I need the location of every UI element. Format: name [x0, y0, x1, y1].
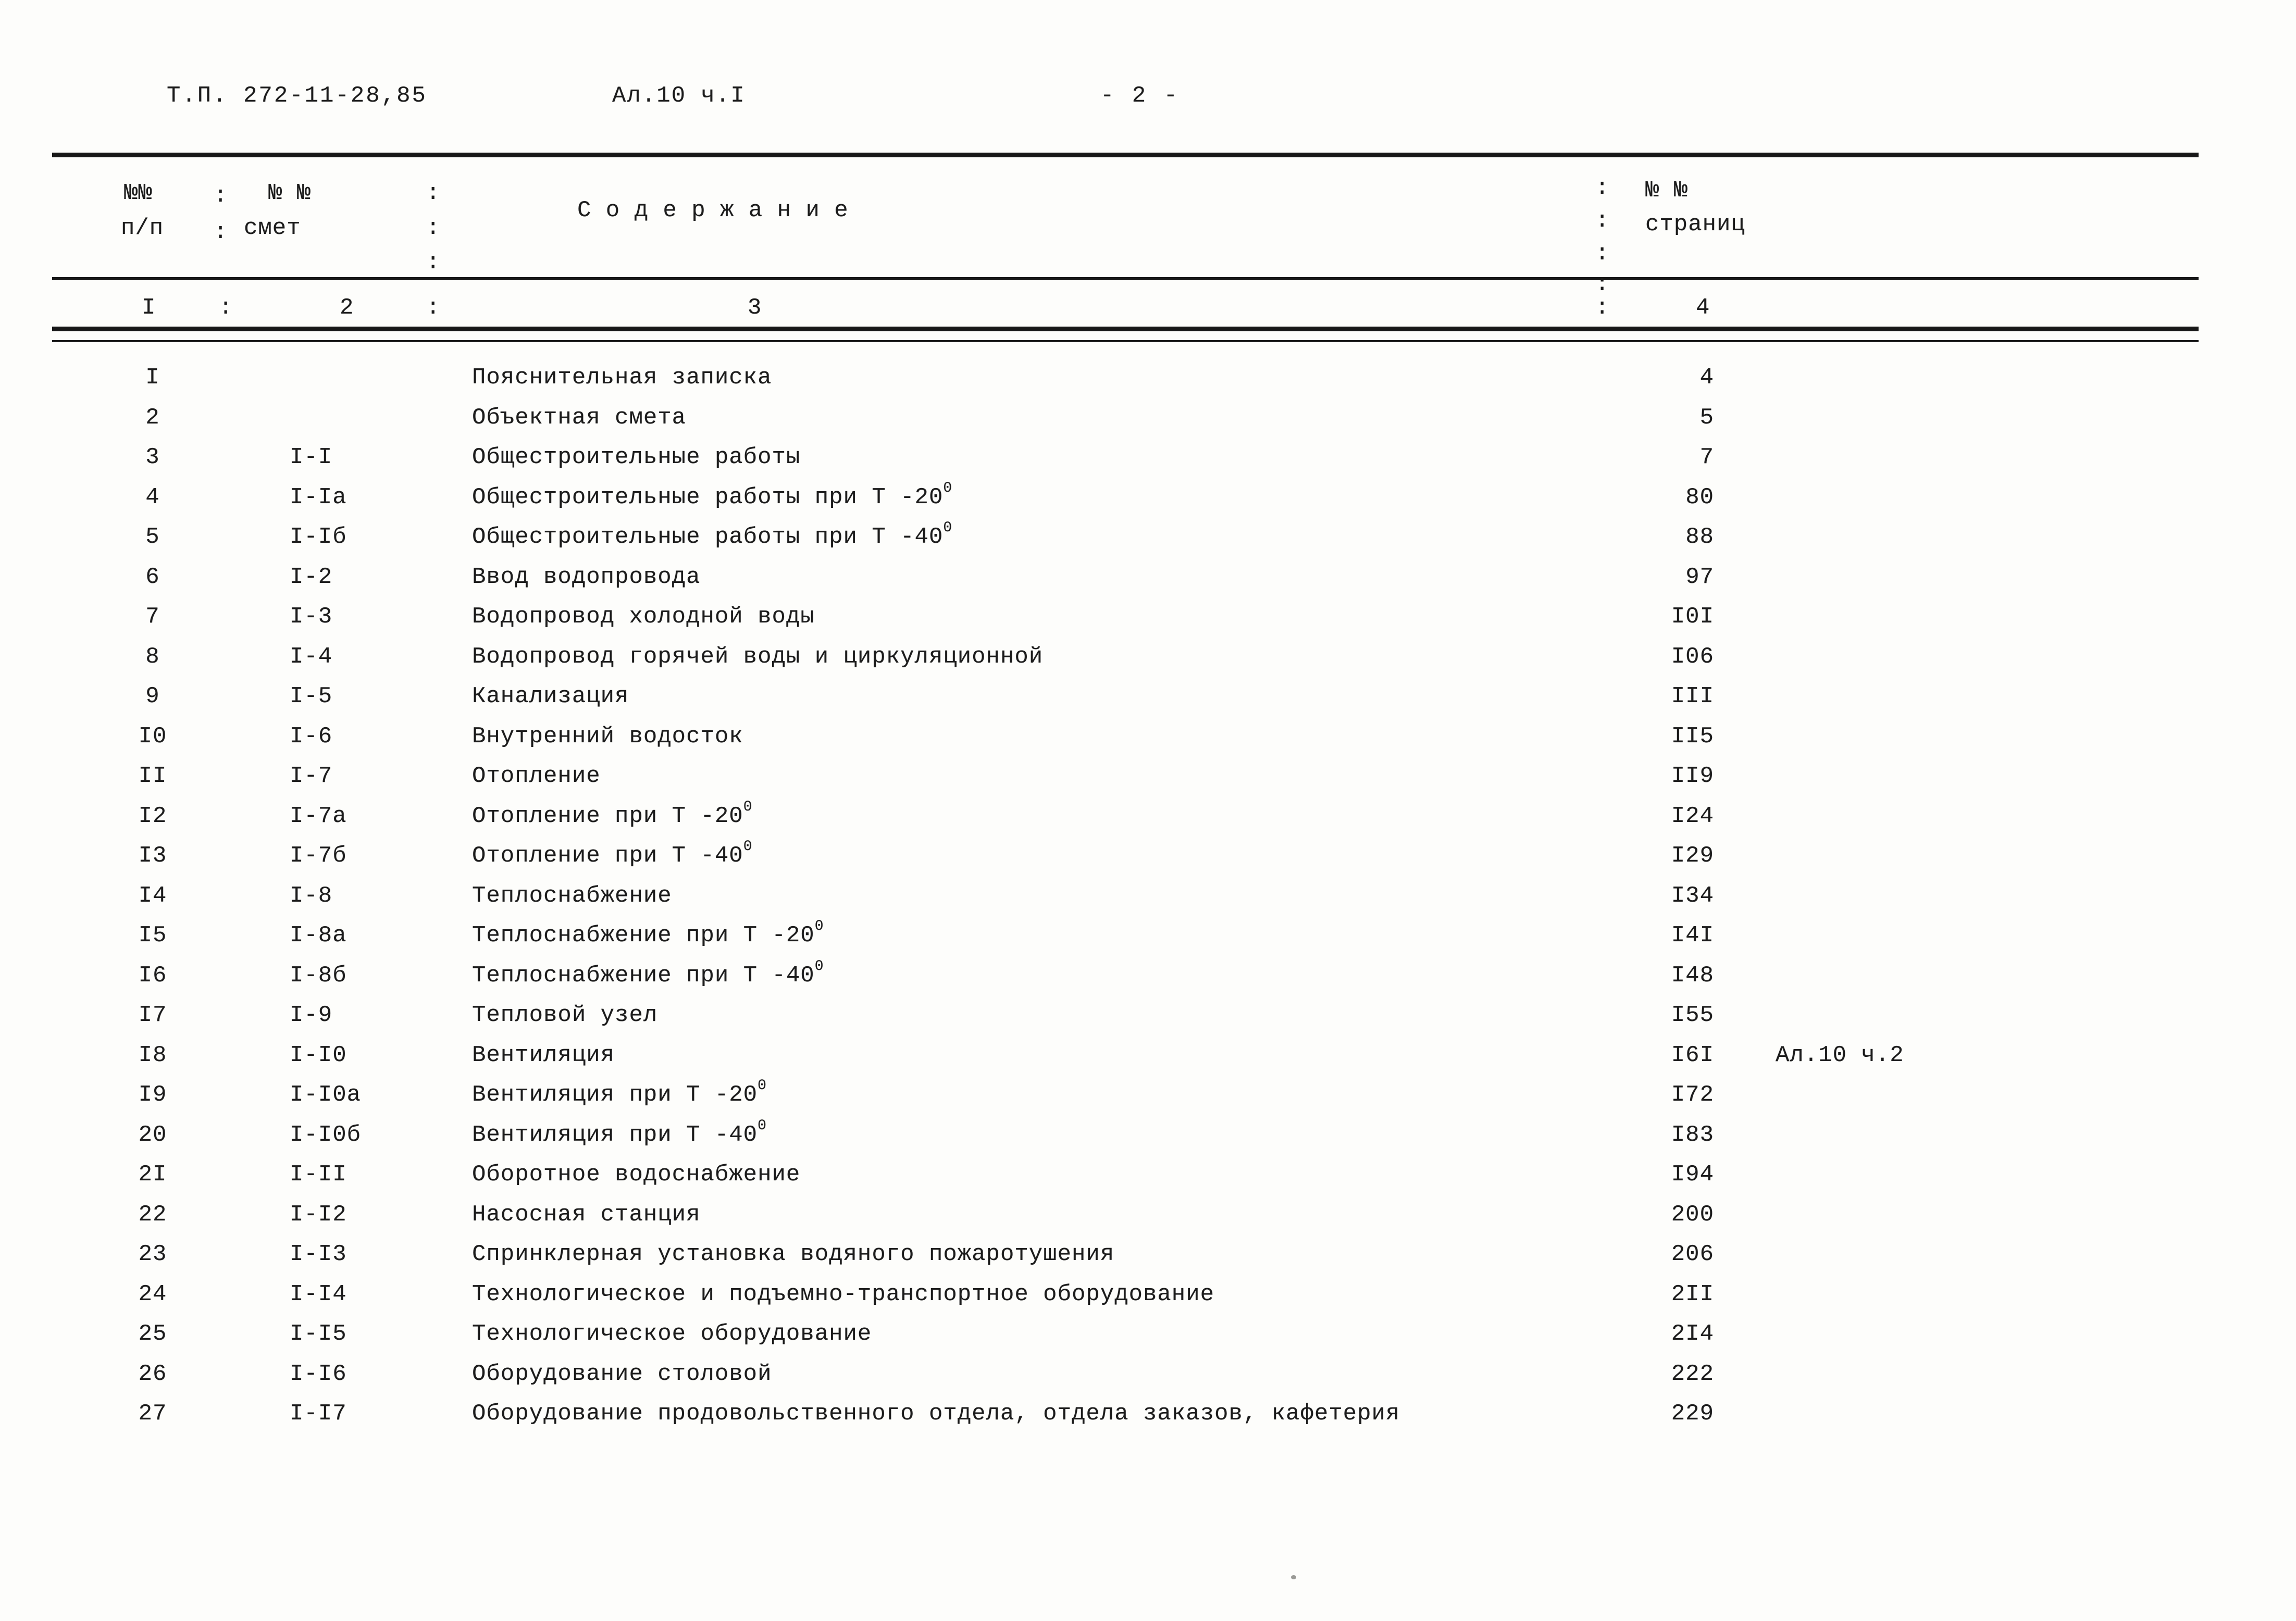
content-title: Технологическое оборудование — [472, 1321, 872, 1347]
table-row — [0, 958, 2296, 999]
content-title: Отопление при Т $-40^0$ — [472, 839, 753, 869]
content-title: Теплоснабжение — [472, 882, 672, 909]
table-row — [0, 480, 2296, 520]
header-rule — [52, 277, 2199, 280]
page-ref: 206 — [1671, 1241, 1714, 1267]
header-col4-line2: страниц — [1645, 211, 1745, 238]
content-title: Внутренний водосток — [472, 723, 743, 750]
content-title: Теплоснабжение при Т $-40^0$ — [472, 958, 824, 989]
column-separator: : — [1595, 271, 1610, 297]
row-number: 27 — [138, 1401, 167, 1427]
row-number: 22 — [138, 1201, 167, 1228]
header-col1-line1: №№ — [124, 180, 153, 206]
row-number: 26 — [138, 1361, 167, 1387]
content-title: Тепловой узел — [472, 1002, 658, 1028]
estimate-number: I-8а — [290, 922, 347, 949]
row-number: I — [145, 365, 160, 391]
table-row — [0, 600, 2296, 640]
page-ref: I34 — [1671, 882, 1714, 909]
degree-superscript: 0 — [814, 958, 824, 975]
table-row — [0, 799, 2296, 839]
table-row — [0, 998, 2296, 1038]
table-row — [0, 719, 2296, 759]
estimate-number: I-I2 — [290, 1201, 347, 1228]
row-number: I8 — [138, 1042, 167, 1068]
page-ref: 222 — [1671, 1361, 1714, 1387]
page-ref: I94 — [1671, 1162, 1714, 1188]
estimate-number: I-I5 — [290, 1321, 347, 1347]
row-number: 23 — [138, 1241, 167, 1267]
degree-superscript: 0 — [743, 799, 753, 815]
row-number: 25 — [138, 1321, 167, 1347]
row-number: 9 — [145, 683, 160, 709]
header-col4-line1: № № — [1645, 178, 1689, 204]
estimate-number: I-I7 — [290, 1401, 347, 1427]
column-index-4: 4 — [1696, 295, 1710, 321]
row-number: II — [138, 763, 167, 789]
column-separator: : — [1595, 175, 1610, 201]
row-number: 2 — [145, 404, 160, 431]
row-number: 2I — [138, 1162, 167, 1188]
content-title: Общестроительные работы — [472, 444, 801, 470]
content-title: Отопление — [472, 763, 601, 789]
column-separator: : — [214, 219, 228, 245]
content-title: Вентиляция при Т $-20^0$ — [472, 1078, 767, 1108]
estimate-number: I-I4 — [290, 1281, 347, 1307]
header-col2-line2: смет — [244, 215, 301, 241]
estimate-number: I-I0а — [290, 1082, 362, 1108]
table-row — [0, 1357, 2296, 1397]
album-title: Ал.10 ч.I — [612, 83, 746, 109]
page-ref: I6I — [1671, 1042, 1714, 1068]
column-separator: : — [219, 295, 233, 321]
table-row — [0, 1157, 2296, 1198]
estimate-number: I-I0б — [290, 1121, 362, 1148]
degree-superscript: 0 — [814, 918, 824, 934]
table-body — [0, 360, 2296, 1437]
top-rule — [52, 153, 2199, 157]
content-title: Вентиляция при Т $-40^0$ — [472, 1117, 767, 1148]
row-number: 7 — [145, 604, 160, 630]
table-row — [0, 918, 2296, 958]
page-ref: I48 — [1671, 962, 1714, 989]
page-ref: I24 — [1671, 803, 1714, 829]
estimate-number: I-4 — [290, 643, 333, 670]
row-number: I2 — [138, 803, 167, 829]
table-row — [0, 1396, 2296, 1437]
column-index-1: I — [142, 295, 156, 321]
column-separator: : — [1595, 208, 1610, 234]
row-number: I9 — [138, 1082, 167, 1108]
page-ref: II5 — [1671, 723, 1714, 750]
estimate-number: I-7 — [290, 763, 333, 789]
content-title: Вентиляция — [472, 1042, 615, 1068]
content-title: Спринклерная установка водяного пожаротушения — [472, 1241, 1115, 1267]
degree-superscript: 0 — [758, 1117, 767, 1134]
estimate-number: I-3 — [290, 604, 333, 630]
table-row — [0, 401, 2296, 441]
page-ref: 88 — [1685, 524, 1714, 550]
table-row — [0, 1078, 2296, 1118]
header-col2-line1: № № — [268, 180, 312, 206]
degree-superscript: 0 — [943, 480, 953, 496]
table-row — [0, 640, 2296, 680]
table-row — [0, 1118, 2296, 1158]
page-ref: 2I4 — [1671, 1321, 1714, 1347]
estimate-number: I-I0 — [290, 1042, 347, 1068]
row-number: I5 — [138, 922, 167, 949]
header-contents-title: С о д е р ж а н и е — [577, 197, 849, 223]
content-title: Водопровод холодной воды — [472, 604, 815, 630]
row-number: 20 — [138, 1121, 167, 1148]
page-ref: 4 — [1699, 365, 1714, 391]
row-number: I0 — [138, 723, 167, 750]
estimate-number: I-I6 — [290, 1361, 347, 1387]
row-number: I4 — [138, 882, 167, 909]
table-row — [0, 360, 2296, 401]
content-title: Оборудование столовой — [472, 1361, 772, 1387]
page-ref: 2II — [1671, 1281, 1714, 1307]
column-index-3: 3 — [748, 295, 762, 321]
content-title: Водопровод горячей воды и циркуляционной — [472, 643, 1044, 670]
estimate-number: I-II — [290, 1162, 347, 1188]
page-ref: III — [1671, 683, 1714, 709]
content-title: Общестроительные работы при Т $-20^0$ — [472, 480, 953, 510]
scan-artifact-dot — [1291, 1575, 1296, 1579]
column-separator: : — [214, 183, 228, 209]
estimate-number: I-8 — [290, 882, 333, 909]
row-number: 8 — [145, 643, 160, 670]
header-col1-line2: п/п — [121, 215, 164, 241]
estimate-number: I-Iа — [290, 484, 347, 510]
content-title: Насосная станция — [472, 1201, 701, 1228]
content-title: Технологическое и подъемно-транспортное оборудование — [472, 1281, 1215, 1307]
table-row — [0, 520, 2296, 560]
column-index-2: 2 — [340, 295, 354, 321]
estimate-number: I-5 — [290, 683, 333, 709]
row-number: I6 — [138, 962, 167, 989]
page-ref: I29 — [1671, 843, 1714, 869]
estimate-number: I-Iб — [290, 524, 347, 550]
row-number: 6 — [145, 564, 160, 590]
page-ref: 5 — [1699, 404, 1714, 431]
content-title: Ввод водопровода — [472, 564, 701, 590]
content-title: Теплоснабжение при Т $-20^0$ — [472, 918, 824, 949]
column-separator: : — [426, 215, 441, 241]
page-ref: 229 — [1671, 1401, 1714, 1427]
table-row — [0, 1198, 2296, 1238]
page-ref: 80 — [1685, 484, 1714, 510]
page-ref: 97 — [1685, 564, 1714, 590]
page-ref: 7 — [1699, 444, 1714, 470]
album-note: Ал.10 ч.2 — [1776, 1042, 1904, 1068]
content-title: Пояснительная записка — [472, 365, 772, 391]
degree-superscript: 0 — [743, 839, 753, 855]
row-number: 4 — [145, 484, 160, 510]
page-ref: II9 — [1671, 763, 1714, 789]
table-row — [0, 1317, 2296, 1357]
column-separator: : — [426, 180, 441, 206]
row-number: I3 — [138, 843, 167, 869]
page-ref: I55 — [1671, 1002, 1714, 1028]
row-number: 3 — [145, 444, 160, 470]
table-row — [0, 879, 2296, 919]
table-row — [0, 560, 2296, 600]
doc-number: Т.П. 272-11-28,85 — [167, 83, 427, 109]
content-title: Объектная смета — [472, 404, 687, 431]
column-separator: : — [1595, 295, 1610, 321]
content-title: Оборудование продовольственного отдела, отдела заказов, кафетерия — [472, 1401, 1400, 1427]
double-rule-upper — [52, 327, 2199, 331]
column-separator: : — [426, 250, 441, 276]
estimate-number: I-I3 — [290, 1241, 347, 1267]
page-ref: I06 — [1671, 643, 1714, 670]
row-number: 5 — [145, 524, 160, 550]
content-title: Канализация — [472, 683, 629, 709]
degree-superscript: 0 — [943, 520, 953, 536]
table-row — [0, 1038, 2296, 1078]
content-title: Оборотное водоснабжение — [472, 1162, 801, 1188]
estimate-number: I-9 — [290, 1002, 333, 1028]
table-row — [0, 440, 2296, 480]
content-title: Общестроительные работы при Т $-40^0$ — [472, 520, 953, 550]
degree-superscript: 0 — [758, 1078, 767, 1094]
column-separator: : — [426, 295, 441, 321]
table-row — [0, 759, 2296, 799]
page-ref: I83 — [1671, 1121, 1714, 1148]
table-row — [0, 1237, 2296, 1277]
column-separator: : — [1595, 241, 1610, 267]
table-row — [0, 1277, 2296, 1317]
table-row — [0, 839, 2296, 879]
estimate-number: I-7б — [290, 843, 347, 869]
page-number: - 2 - — [1100, 83, 1180, 109]
row-number: 24 — [138, 1281, 167, 1307]
double-rule-lower — [52, 340, 2199, 342]
estimate-number: I-2 — [290, 564, 333, 590]
page-ref: I0I — [1671, 604, 1714, 630]
estimate-number: I-7а — [290, 803, 347, 829]
row-number: I7 — [138, 1002, 167, 1028]
estimate-number: I-I — [290, 444, 333, 470]
content-title: Отопление при Т $-20^0$ — [472, 799, 753, 829]
estimate-number: I-8б — [290, 962, 347, 989]
page-ref: 200 — [1671, 1201, 1714, 1228]
estimate-number: I-6 — [290, 723, 333, 750]
page-ref: I4I — [1671, 922, 1714, 949]
page-ref: I72 — [1671, 1082, 1714, 1108]
table-row — [0, 679, 2296, 719]
